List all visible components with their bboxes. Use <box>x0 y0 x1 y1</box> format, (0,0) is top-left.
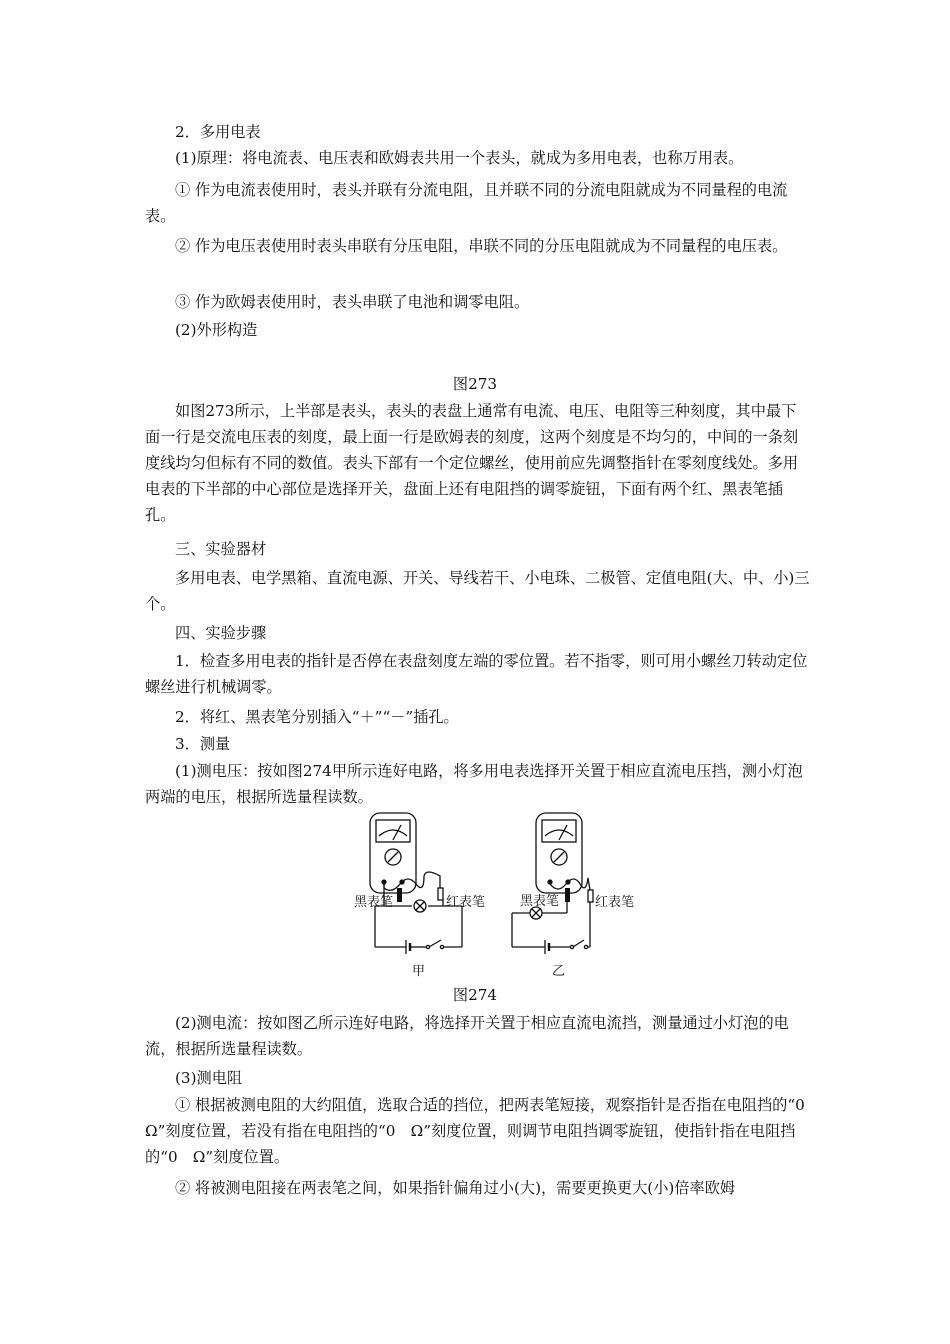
black-probe-label-a: 黑表笔 <box>354 895 394 910</box>
paragraph-current-meter: ① 作为电流表使用时，表头并联有分流电阻，且并联不同的分流电阻就成为不同量程的电流表。 <box>145 181 788 225</box>
paragraph-measure-voltage: (1)测电压：按如图274甲所示连好电路，将多用电表选择开关置于相应直流电压挡，测小灯泡两端的电压，根据所选量程读数。 <box>145 762 803 806</box>
red-probe-label-b: 红表笔 <box>595 895 635 910</box>
section-steps-heading: 四、实验步骤 <box>175 624 267 642</box>
figure-274-caption: 图274 <box>452 986 498 1004</box>
circuit-label-b: 乙 <box>552 964 566 979</box>
multimeter-b <box>536 813 582 893</box>
black-probe-a <box>397 888 402 902</box>
multimeter-a <box>370 813 416 893</box>
paragraph-resistance-step-2: ② 将被测电阻接在两表笔之间，如果指针偏角过小(大)，需要更换更大(小)倍率欧姆 <box>175 1179 736 1197</box>
black-probe-b <box>565 888 570 902</box>
figure-274-circuits <box>340 810 640 985</box>
paragraph-structure: (2)外形构造 <box>175 321 258 339</box>
paragraph-step-2: 2．将红、黑表笔分别插入“＋”“－”插孔。 <box>175 708 459 726</box>
paragraph-measure-resistance: (3)测电阻 <box>175 1069 243 1087</box>
paragraph-step-1: 1．检查多用电表的指针是否停在表盘刻度左端的零位置。若不指零，则可用小螺丝刀转动定位螺丝进行机械调零。 <box>145 652 808 696</box>
red-probe-a <box>438 888 443 900</box>
switch-b <box>573 940 584 947</box>
red-probe-label-a: 红表笔 <box>446 895 486 910</box>
paragraph-measure-current: (2)测电流：按如图乙所示连好电路，将选择开关置于相应直流电流挡，测量通过小灯泡的电流，根据所选量程读数。 <box>145 1014 789 1058</box>
paragraph-resistance-step-1: ① 根据被测电阻的大约阻值，选取合适的挡位，把两表笔短接，观察指针是否指在电阻挡的“0 Ω”刻度位置，若没有指在电阻挡的“0 Ω”刻度位置，则调节电阻挡调零旋钮，使指针指在电阻挡的“0 Ω”刻度位置。 <box>145 1096 820 1166</box>
paragraph-principle: (1)原理：将电流表、电压表和欧姆表共用一个表头，就成为多用电表，也称万用表。 <box>175 149 744 167</box>
section-equipment-heading: 三、实验器材 <box>175 540 267 558</box>
black-probe-label-b: 黑表笔 <box>520 894 560 909</box>
paragraph-ohm-meter: ③ 作为欧姆表使用时，表头串联了电池和调零电阻。 <box>175 293 530 311</box>
red-lead-a <box>384 872 440 890</box>
paragraph-step-3: 3．测量 <box>175 735 231 753</box>
switch-a <box>429 940 441 947</box>
circuit-label-a: 甲 <box>412 964 426 979</box>
figure-273-caption: 图273 <box>452 375 498 393</box>
red-probe-b <box>588 890 593 902</box>
paragraph-figure-273-description: 如图273所示，上半部是表头，表头的表盘上通常有电流、电压、电阻等三种刻度，其中最下面一行是交流电压表的刻度，最上面一行是欧姆表的刻度，这两个刻度是不均匀的，中间的一条刻度线均匀但标有不同的数值。表头下部有一个定位螺丝，使用前应先调整指针在零刻度线处。多用电表的下半部的中心部位是选择开关，盘面上还有电阻挡的调零旋钮，下面有两个红、黑表笔插孔。 <box>145 402 799 524</box>
heading-multimeter: 2．多用电表 <box>175 123 261 141</box>
paragraph-equipment: 多用电表、电学黑箱、直流电源、开关、导线若干、小电珠、二极管、定值电阻(大、中、小)三个。 <box>145 569 810 613</box>
paragraph-voltage-meter: ② 作为电压表使用时表头串联有分压电阻，串联不同的分压电阻就成为不同量程的电压表。 <box>175 237 788 255</box>
